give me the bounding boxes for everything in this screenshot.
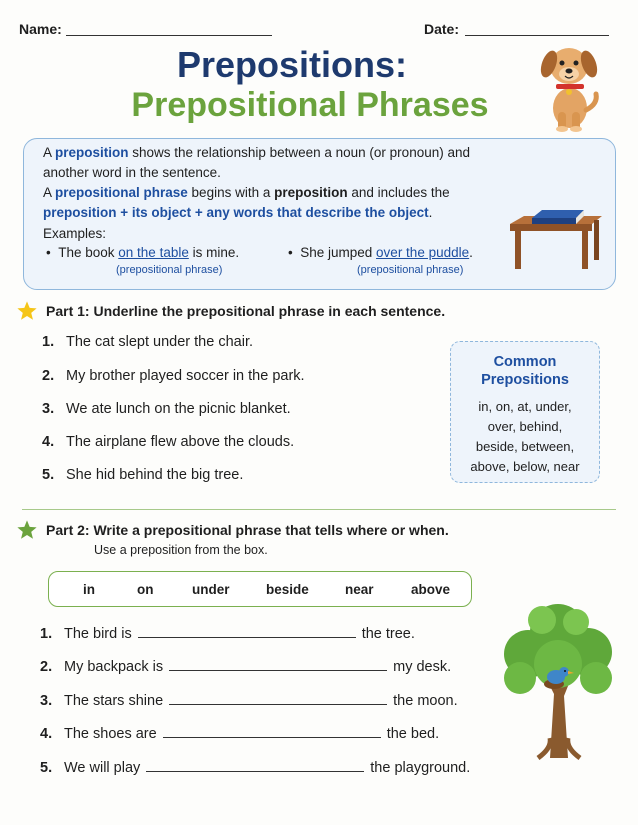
example-1: • The book on the table is mine. (46, 245, 240, 260)
keyword-prepositional-phrase: prepositional phrase (55, 185, 188, 200)
part1-item: 3. We ate lunch on the picnic blanket. (42, 401, 291, 417)
word-bank-item: on (137, 582, 154, 597)
word-bank-item: above (411, 582, 451, 597)
page-subtitle: Prepositional Phrases (131, 86, 489, 124)
common-prepositions-box (450, 341, 600, 483)
part2-item: 3. The stars shine the moon. (40, 693, 458, 709)
part2-item: 4. The shoes are the bed. (40, 726, 440, 742)
answer-blank[interactable] (169, 693, 387, 705)
star-icon (16, 519, 38, 541)
part2-subheading: Use a preposition from the box. (94, 543, 268, 557)
common-title-1: Common (493, 354, 557, 370)
part1-heading: Part 1: Underline the prepositional phrase in each sentence. (46, 303, 446, 319)
word-bank-item: near (345, 582, 374, 597)
part1-item: 5. She hid behind the big tree. (42, 467, 244, 483)
page-title: Prepositions: (176, 44, 408, 85)
common-title-2: Prepositions (481, 372, 569, 388)
part1-item: 2. My brother played soccer in the park. (42, 368, 305, 384)
part2-item: 1. The bird is the tree. (40, 626, 415, 642)
part1-item: 4. The airplane flew above the clouds. (42, 434, 295, 450)
date-label: Date: (424, 21, 460, 37)
phrase-formula: preposition + its object + any words that describe the object (43, 205, 429, 220)
common-list: in, on, at, under, over, behind, beside, between, above, below, near (470, 399, 580, 474)
word-bank-item: under (192, 582, 230, 597)
part2-heading: Part 2: Write a prepositional phrase that tells where or when. (46, 522, 449, 538)
tree-illustration (498, 598, 618, 760)
definition-text: A preposition shows the relationship between a noun (or pronoun) and another word in the sentence. A prepositional phrase begins with a preposition and includes the preposition + its object + any words that describe the object. (43, 145, 470, 220)
dog-illustration (532, 40, 606, 132)
keyword-preposition: preposition (55, 145, 129, 160)
part2-item: 5. We will play the playground. (40, 760, 471, 776)
answer-blank[interactable] (163, 726, 381, 738)
star-icon (16, 300, 38, 322)
example-1-tag: (prepositional phrase) (116, 264, 223, 276)
date-field[interactable] (465, 24, 609, 36)
table-book-illustration (506, 202, 604, 270)
word-bank-item: in (83, 582, 95, 597)
example-2-tag: (prepositional phrase) (357, 264, 464, 276)
part2-item: 2. My backpack is my desk. (40, 659, 452, 675)
answer-blank[interactable] (138, 626, 356, 638)
answer-blank[interactable] (169, 659, 387, 671)
name-field[interactable] (66, 24, 272, 36)
section-divider (22, 509, 616, 510)
example-2: • She jumped over the puddle. (288, 245, 473, 260)
word-bank (48, 571, 472, 607)
word-bank-item: beside (266, 582, 309, 597)
name-label: Name: (19, 21, 62, 37)
answer-blank[interactable] (146, 760, 364, 772)
part1-item: 1. The cat slept under the chair. (42, 334, 253, 350)
examples-label: Examples: (43, 226, 107, 241)
